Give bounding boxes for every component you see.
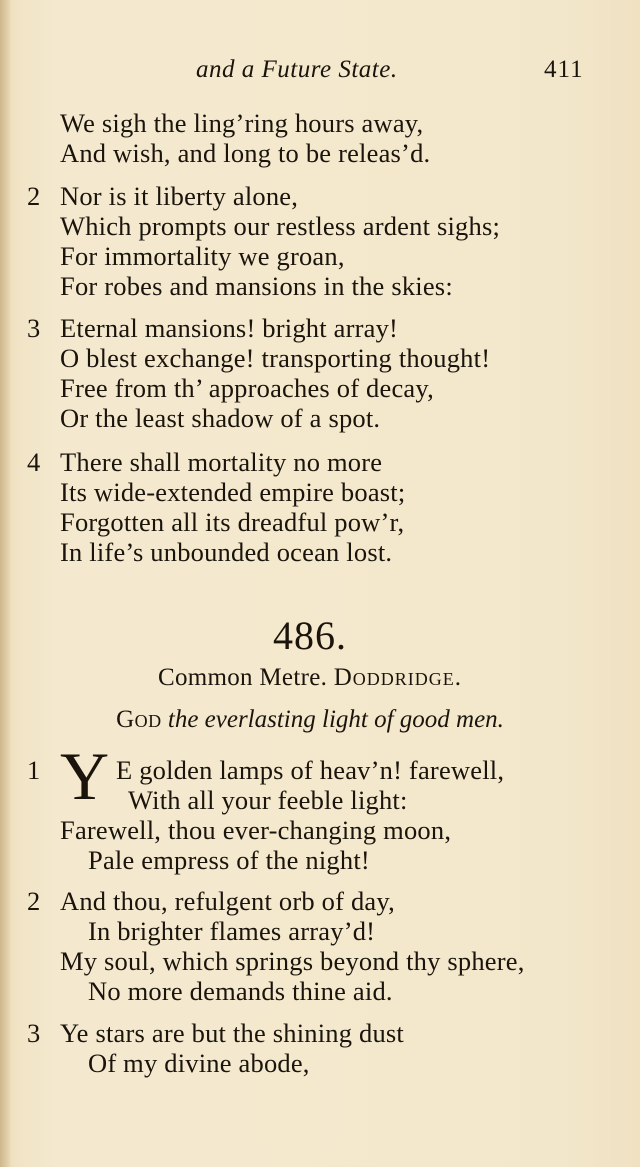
stanza-number: 1 (27, 755, 41, 785)
verse-line: Farewell, thou ever-changing moon, (60, 815, 452, 845)
verse-line: Of my divine abode, (88, 1048, 310, 1078)
verse-line: Which prompts our restless ardent sighs; (60, 211, 501, 241)
verse-line: In brighter flames array’d! (88, 916, 376, 946)
running-header (0, 56, 640, 92)
verse-line: For robes and mansions in the skies: (60, 271, 453, 301)
verse-line: And wish, and long to be releas’d. (60, 138, 431, 168)
verse-line: And thou, refulgent orb of day, (60, 886, 395, 916)
drop-cap: Y (60, 738, 110, 814)
page-number: 411 (544, 56, 584, 83)
hymn-subtitle-text: the everlasting light of good men. (167, 706, 504, 733)
verse-line: E golden lamps of heav’n! farewell, (116, 755, 505, 785)
verse-line: For immortality we groan, (60, 241, 345, 271)
hymn-author: Doddridge. (333, 664, 463, 691)
verse-line: No more demands thine aid. (88, 976, 393, 1006)
hymn-metre-line (0, 664, 620, 692)
stanza-number: 3 (27, 313, 41, 343)
stanza-number: 3 (27, 1018, 41, 1048)
verse-line: O blest exchange! transporting thought! (60, 343, 491, 373)
verse-line: With all your feeble light: (128, 785, 408, 815)
verse-line: Or the least shadow of a spot. (60, 403, 381, 433)
verse-line: In life’s unbounded ocean lost. (60, 537, 393, 567)
page-gutter (0, 0, 10, 1167)
hymn-subtitle-caps: God (116, 706, 162, 733)
verse-line: Nor is it liberty alone, (60, 181, 299, 211)
verse-line: Ye stars are but the shining dust (60, 1018, 404, 1048)
hymn-number: 486. (273, 613, 347, 658)
hymn-subtitle (0, 706, 620, 734)
verse-line: Eternal mansions! bright array! (60, 313, 399, 343)
verse-line: There shall mortality no more (60, 447, 383, 477)
hymn-metre: Common Metre. (157, 664, 328, 691)
verse-line: Its wide-extended empire boast; (60, 477, 406, 507)
verse-line: Forgotten all its dreadful pow’r, (60, 507, 405, 537)
verse-line: My soul, which springs beyond thy sphere, (60, 946, 525, 976)
verse-line: Pale empress of the night! (88, 845, 370, 875)
stanza-number: 2 (27, 181, 41, 211)
verse-line: Free from th’ approaches of decay, (60, 373, 434, 403)
stanza-number: 4 (27, 447, 41, 477)
stanza-number: 2 (27, 886, 41, 916)
verse-line: We sigh the ling’ring hours away, (60, 108, 424, 138)
running-title: and a Future State. (196, 56, 398, 83)
